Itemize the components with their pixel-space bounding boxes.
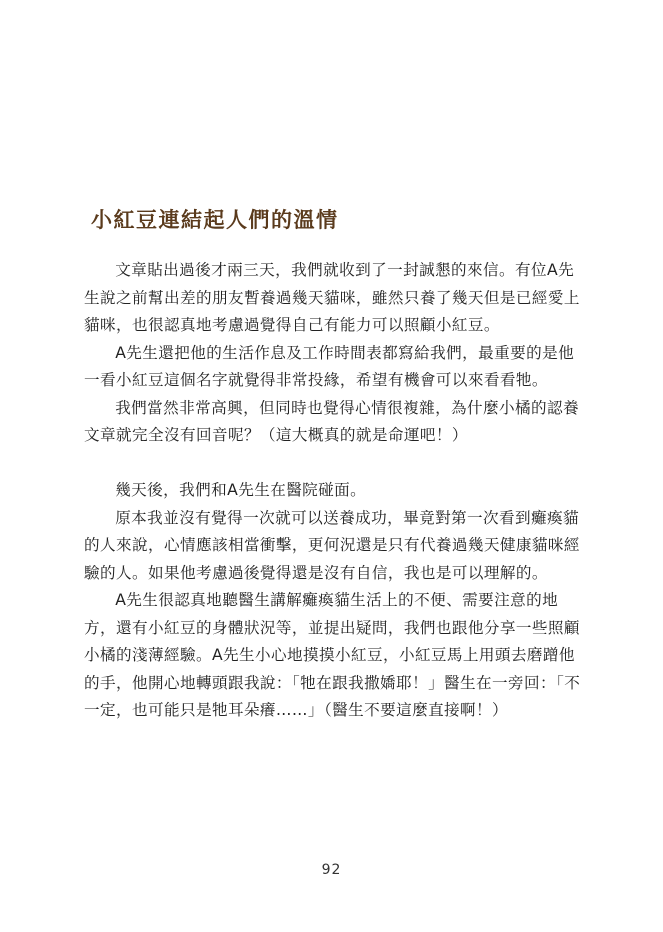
page-number: 92	[321, 862, 342, 878]
paragraph: A先生還把他的生活作息及工作時間表都寫給我們，最重要的是他一看小紅豆這個名字就覺得非常投緣，希望有機會可以來看看牠。	[84, 343, 575, 389]
paragraph: 文章貼出過後才兩三天，我們就收到了一封誠懇的來信。有位A先生說之前幫出差的朋友暫養過幾天貓咪，雖然只養了幾天但是已經愛上貓咪，也很認真地考慮過覺得自己有能力可以照顧小紅豆。	[84, 261, 580, 334]
paragraph: 幾天後，我們和A先生在醫院碰面。	[115, 481, 367, 499]
paragraph: 我們當然非常高興，但同時也覺得心情很複雜，為什麼小橘的認養文章就完全沒有回音呢？（這大概真的就是命運吧！）	[84, 398, 580, 444]
paragraph-spacer	[84, 450, 582, 478]
chapter-title: 小紅豆連結起人們的溫情	[91, 208, 339, 232]
paragraph: A先生很認真地聽醫生講解癱瘓貓生活上的不便、需要注意的地方，還有小紅豆的身體狀況等，並提出疑問，我們也跟他分享一些照顧小橘的淺薄經驗。A先生小心地摸摸小紅豆，小紅豆馬上用頭去磨蹭他的手，他開心地轉頭跟我說：「牠在跟我撒嬌耶！」醫生在一旁回：「不一定，也可能只是牠耳朵癢……」（醫生不要這麼直接啊！）	[84, 591, 581, 719]
paragraph: 原本我並沒有覺得一次就可以送養成功，畢竟對第一次看到癱瘓貓的人來說，心情應該相當衝擊，更何況還是只有代養過幾天健康貓咪經驗的人。如果他考慮過後覺得還是沒有自信，我也是可以理解的。	[84, 508, 580, 582]
body-text	[84, 257, 582, 725]
